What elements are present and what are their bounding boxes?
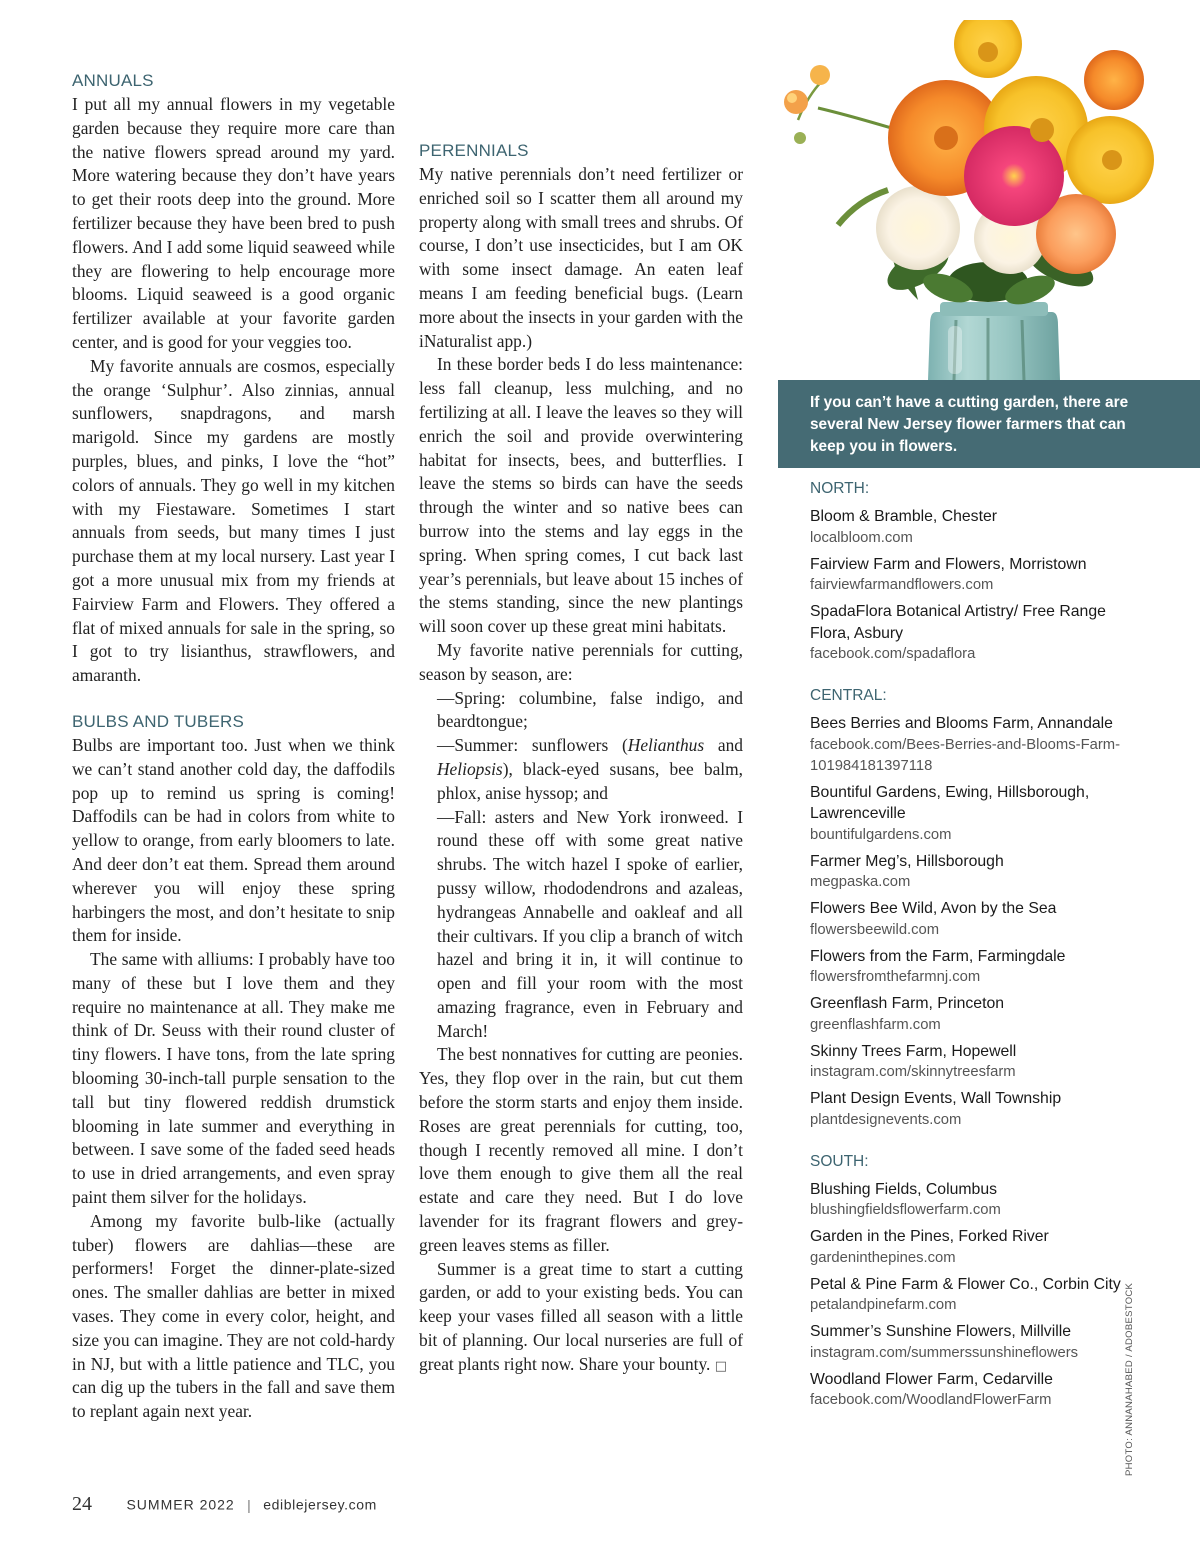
perennials-paragraph-2: In these border beds I do less maintenance: less fall cleanup, less mulching, and no fertilizing at all. I leave the leaves so they will enrich the soil and provide overwintering habitat for insects, bees, and butterflies. I leave the stems so birds can have the seeds through the winter and so native bees can burrow into the stems and lay eggs in the spring. When spring comes, I cut back last year’s perennials, but leave about 15 inches of the stems standing, since the new plantings will soon cover up these great mini habitats. [419, 354, 743, 637]
farm-url: facebook.com/spadaflora [810, 646, 976, 662]
footer-separator: | [247, 1496, 251, 1513]
farm-listing [810, 1321, 1130, 1364]
photo-credit-text: PHOTO: ANNANAHABED / ADOBESTOCK [1124, 1282, 1135, 1476]
farm-name: Garden in the Pines, Forked River [810, 1228, 1049, 1245]
farm-listing [810, 1274, 1130, 1317]
farm-url: bountifulgardens.com [810, 826, 952, 843]
farm-listing [810, 1088, 1130, 1131]
farm-listing [810, 782, 1130, 846]
farm-name: Bountiful Gardens, Ewing, Hillsborough, Lawrenceville [810, 783, 1090, 822]
farm-name: Plant Design Events, Wall Township [810, 1090, 1062, 1107]
annuals-heading: ANNUALS [72, 71, 154, 90]
farm-url: blushingfieldsflowerfarm.com [810, 1202, 1001, 1218]
spring-list-item: —Spring: columbine, false indigo, and beardtongue; [437, 687, 743, 732]
summer-text-b: and [704, 735, 743, 756]
fall-list-item: —Fall: asters and New York ironweed. I round these off with some great native shrubs. The witch hazel I spoke of earlier, pussy willow, rhododendrons and azaleas, hydrangeas Annabelle and oakleaf and all their cultivars. If you clip a branch of witch hazel and bring it in, it will continue to open and fill your room with the most amazing fragrance, even in February and March! [437, 806, 743, 1041]
dahlia-bouquet-photo [778, 20, 1200, 380]
farm-name: Woodland Flower Farm, Cedarville [810, 1370, 1053, 1388]
bulbs-heading: BULBS AND TUBERS [72, 711, 244, 731]
farm-url: instagram.com/skinnytreesfarm [810, 1064, 1016, 1080]
annuals-paragraph-1: I put all my annual flowers in my vegetable garden because they require more care than the native flowers spread around my yard. More watering because they don’t have years to get their roots deep into the ground. More fertilizer because they have been bred to push flowers. And I add some liquid seaweed while they are flowering to help encourage more blooms. Liquid seaweed is a good organic fertilizer available at your favorite garden center, and is good for your veggies too. [72, 94, 395, 352]
middle-column [419, 140, 743, 1379]
farm-listing [810, 993, 1130, 1036]
farm-url: flowersfromthefarmnj.com [810, 969, 981, 985]
farm-url: plantdesignevents.com [810, 1111, 962, 1128]
genus-heliopsis: Heliopsis [437, 758, 503, 779]
farm-url: gardeninthepines.com [810, 1249, 956, 1266]
perennials-paragraph-4: The best nonnatives for cutting are peonies. Yes, they flop over in the rain, but cut them before the storm starts and enjoy them inside. Roses are great perennials for cutting, too, though I recently removed all mine. I don’t love them enough to give them all the real estate and care they need. But I do love lavender for its fragrant flowers and grey-green leaves stems as filler. [419, 1044, 743, 1255]
summer-text-c: ), black-eyed susans, bee balm, phlox, anise hyssop; and [437, 758, 743, 803]
farm-url: instagram.com/summerssunshineflowers [810, 1344, 1079, 1361]
perennials-paragraph-5 [419, 1258, 743, 1379]
photo-credit [1122, 1262, 1138, 1477]
issue-label: SUMMER 2022 [126, 1496, 235, 1513]
farm-name: Blushing Fields, Columbus [810, 1180, 998, 1198]
farm-name: Flowers from the Farm, Farmingdale [810, 947, 1066, 965]
left-column [72, 70, 395, 1424]
farm-name: Fairview Farm and Flowers, Morristown [810, 555, 1087, 573]
farm-url: petalandpinefarm.com [810, 1297, 957, 1313]
farm-url: facebook.com/WoodlandFlowerFarm [810, 1392, 1052, 1408]
summer-list-item [419, 734, 743, 805]
farm-listing [810, 1179, 1130, 1222]
annuals-paragraph-2: My favorite annuals are cosmos, especially the orange ‘Sulphur’. Also zinnias, annual sunflowers, snapdragons, and marsh marigold. Since my gardens are mostly purples, blues, and pinks, I love the “hot” colors of annuals. They go well in my kitchen with my Fiestaware. Sometimes I start annuals from seeds, but many times I just purchase them at my local nursery. Last year I got a more unusual mix from my friends at Fairview Farm and Flowers. They offered a flat of mixed annuals for sale in the spring, so I got to try lisianthus, strawflowers, and amaranth. [72, 355, 395, 686]
page-number: 24 [72, 1493, 92, 1515]
farm-name: SpadaFlora Botanical Artistry/ Free Range Flora, Asbury [810, 603, 1106, 642]
caption-box [778, 380, 1200, 468]
farm-listing [810, 898, 1130, 941]
farm-name: Bees Berries and Blooms Farm, Annandale [810, 715, 1113, 732]
farm-name: Bloom & Bramble, Chester [810, 508, 998, 525]
closing-text: Summer is a great time to start a cutting garden, or add to your existing beds. You can keep your vases filled all season with a little bit of planning. Our local nurseries are full of great plants right now. Share your bounty. [419, 1258, 743, 1374]
bulbs-paragraph-1: Bulbs are important too. Just when we think we can’t stand another cold day, the daffodils pop up to remind us spring is coming! Daffodils can be had in colors from white to yellow to orange, from early bloomers to late. And deer don’t eat them. Spread them around wherever you will enjoy these spring harbingers the most, and don’t hesitate to snip them for inside. [72, 734, 395, 946]
region-north-label: NORTH: [810, 480, 870, 497]
bulbs-paragraph-2: The same with alliums: I probably have too many of these but I love them and they require no maintenance at all. They make me think of Dr. Seuss with their round cluster of tiny flowers. I have tons, from the late spring blooming 30-inch-tall purple sensation to the tall but tiny flowered reddish drumstick blooming in late summer and everything in between. I save some of the faded seed heads to use in dried arrangements, and even spray paint them silver for the holidays. [72, 949, 395, 1208]
farm-name: Skinny Trees Farm, Hopewell [810, 1042, 1017, 1060]
region-central-label: CENTRAL: [810, 687, 887, 704]
bulbs-paragraph-3: Among my favorite bulb-like (actually tuber) flowers are dahlias—these are performers! Forget the dinner-plate-sized ones. The smaller dahlias are better in mixed vases. They come in every color, height, and size you can imagine. They are not cold-hardy in NJ, but with a little patience and TLC, you can dig up the tubers in the fall and save them to replant again next year. [72, 1210, 395, 1422]
farm-url: fairviewfarmandflowers.com [810, 577, 994, 593]
farm-url: greenflashfarm.com [810, 1016, 941, 1033]
end-mark: □ [714, 1358, 728, 1374]
farm-listing [810, 1041, 1130, 1084]
perennials-heading: PERENNIALS [419, 141, 529, 160]
genus-helianthus: Helianthus [627, 735, 705, 756]
page-footer [72, 1493, 377, 1519]
farm-listing [810, 713, 1130, 777]
farm-name: Petal & Pine Farm & Flower Co., Corbin City [810, 1275, 1121, 1293]
website-url: ediblejersey.com [263, 1496, 377, 1513]
farm-name: Flowers Bee Wild, Avon by the Sea [810, 900, 1057, 917]
perennials-paragraph-3: My favorite native perennials for cutting, season by season, are: [419, 639, 743, 684]
farm-name: Farmer Meg’s, Hillsborough [810, 852, 1004, 870]
farm-name: Greenflash Farm, Princeton [810, 995, 1005, 1012]
perennials-paragraph-1: My native perennials don’t need fertilizer or enriched soil so I scatter them all around my property along with small trees and shrubs. Of course, I don’t use insecticides, but I am OK with some insect damage. An eaten leaf means I am feeding beneficial bugs. (Learn more about the insects in your garden with the iNaturalist app.) [419, 164, 743, 351]
farm-listing [810, 601, 1130, 665]
summer-text-a: —Summer: sunflowers ( [437, 735, 628, 756]
farm-listing [810, 506, 1130, 549]
farm-listing [810, 554, 1130, 597]
farm-listing [810, 1369, 1130, 1412]
farm-listing [810, 1226, 1130, 1269]
region-south-label: SOUTH: [810, 1152, 869, 1170]
farm-url: localbloom.com [810, 529, 913, 546]
farm-listing [810, 851, 1130, 894]
caption-text: If you can’t have a cutting garden, there are several New Jersey flower farmers that can keep you in flowers. [810, 394, 1129, 455]
farm-url: flowersbeewild.com [810, 921, 940, 938]
farm-url: facebook.com/Bees-Berries-and-Blooms-Farm-101984181397118 [810, 736, 1121, 774]
flower-farm-sidebar [810, 478, 1130, 1416]
farm-url: megpaska.com [810, 874, 911, 890]
farm-name: Summer’s Sunshine Flowers, Millville [810, 1323, 1072, 1340]
farm-listing [810, 946, 1130, 989]
